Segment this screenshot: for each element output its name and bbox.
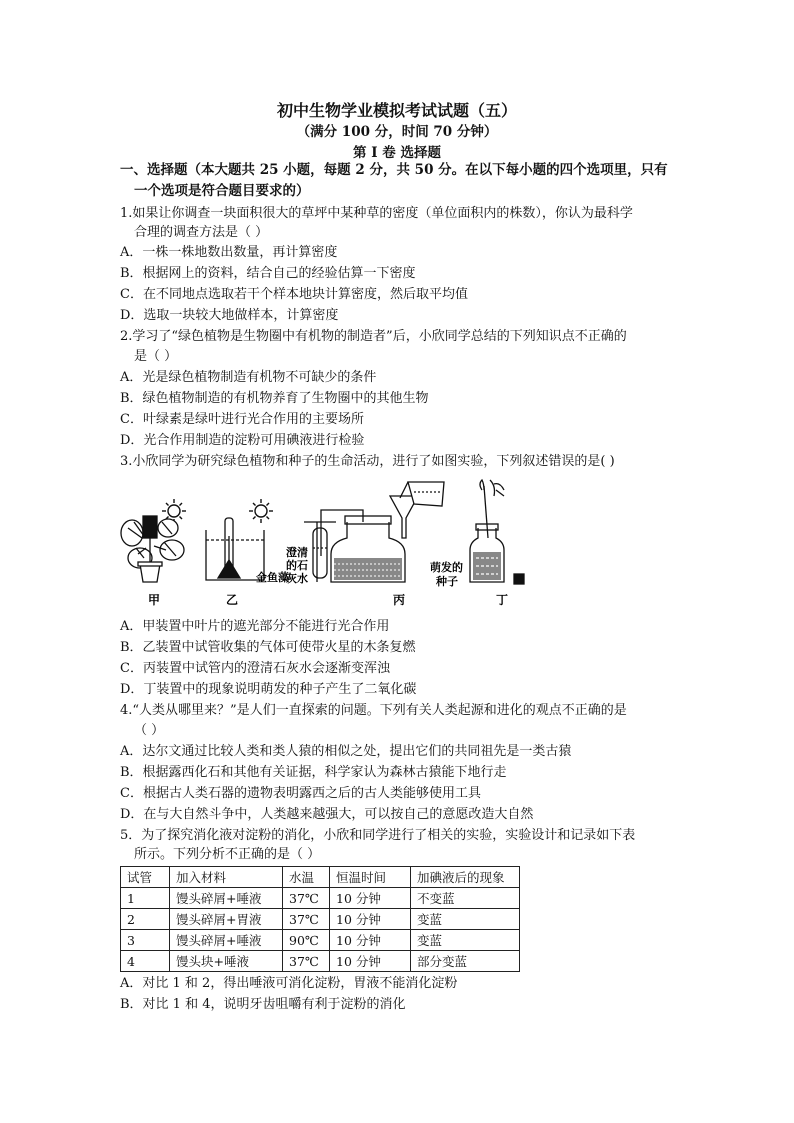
- table-cell: 90℃: [283, 930, 330, 951]
- q3-option-a: A．甲装置中叶片的遮光部分不能进行光合作用: [120, 619, 390, 634]
- bottle-funnel-apparatus: [304, 482, 444, 582]
- figure-label-yi: 乙: [226, 593, 239, 607]
- table-cell: 馒头碎屑+唾液: [170, 888, 283, 909]
- q2-option-a: A．光是绿色植物制造有机物不可缺少的条件: [120, 370, 377, 385]
- figure-label-bing: 丙: [393, 593, 406, 607]
- q4-stem-cont: （ ）: [134, 723, 165, 738]
- sun-icon: [249, 499, 273, 523]
- table-cell: 3: [121, 930, 170, 951]
- label-seeds-2: 种子: [436, 575, 458, 588]
- table-cell: 2: [121, 909, 170, 930]
- table-cell: 10 分钟: [330, 888, 411, 909]
- potted-plant-icon: [121, 516, 184, 582]
- q1-stem-cont: 合理的调查方法是（ ）: [134, 225, 269, 240]
- table-cell: 变蓝: [411, 909, 520, 930]
- table-header: 恒温时间: [330, 867, 411, 888]
- table-row: [121, 951, 520, 972]
- q1-stem: 1.如果让你调查一块面积很大的草坪中某种草的密度（单位面积内的株数），你认为最科学: [120, 206, 633, 221]
- table-header-row: [121, 867, 520, 888]
- table-cell: 部分变蓝: [411, 951, 520, 972]
- q5-stem-cont: 所示。下列分析不正确的是（ ）: [134, 847, 321, 862]
- section-heading: 一、选择题（本大题共 25 小题，每题 2 分，共 50 分。在以下每小题的四个选项里，只有: [120, 162, 668, 178]
- label-goldfish-weed: 金鱼藻: [256, 571, 289, 584]
- exam-info: （满分 100 分，时间 70 分钟）: [296, 124, 498, 140]
- figure-label-jia: 甲: [148, 593, 161, 607]
- table-header: 水温: [283, 867, 330, 888]
- table-cell: 37℃: [283, 951, 330, 972]
- table-cell: 1: [121, 888, 170, 909]
- jar-candle-icon: [470, 480, 524, 584]
- q4-option-c: C．根据古人类石器的遗物表明露西之后的古人类能够使用工具: [120, 786, 481, 801]
- label-seeds-1: 萌发的: [430, 561, 463, 574]
- section-heading-cont: 一个选项是符合题目要求的）: [134, 183, 310, 199]
- table-header: 试管: [121, 867, 170, 888]
- table-cell: 馒头块+唾液: [170, 951, 283, 972]
- q3-stem: 3.小欣同学为研究绿色植物和种子的生命活动，进行了如图实验，下列叙述错误的是( ): [120, 454, 615, 469]
- q1-option-a: A．一株一株地数出数量，再计算密度: [120, 245, 338, 260]
- table-cell: 4: [121, 951, 170, 972]
- q3-option-b: B．乙装置中试管收集的气体可使带火星的木条复燃: [120, 640, 416, 655]
- table-header: 加碘液后的现象: [411, 867, 520, 888]
- q5-stem: 5．为了探究消化液对淀粉的消化，小欣和同学进行了相关的实验，实验设计和记录如下表: [120, 828, 636, 843]
- q2-stem-cont: 是（ ）: [134, 349, 178, 364]
- table-cell: 不变蓝: [411, 888, 520, 909]
- q2-option-c: C．叶绿素是绿叶进行光合作用的主要场所: [120, 412, 364, 427]
- table-cell: 10 分钟: [330, 909, 411, 930]
- table-cell: 变蓝: [411, 930, 520, 951]
- label-limewater-1: 澄清: [286, 546, 308, 559]
- q2-option-b: B．绿色植物制造的有机物养育了生物圈中的其他生物: [120, 391, 429, 406]
- q1-option-c: C．在不同地点选取若干个样本地块计算密度，然后取平均值: [120, 287, 468, 302]
- table-cell: 37℃: [283, 909, 330, 930]
- table-row: [121, 909, 520, 930]
- experiment-table: [120, 866, 520, 972]
- label-limewater-2: 的石: [286, 559, 308, 572]
- table-header: 加入材料: [170, 867, 283, 888]
- experiment-figure: [118, 478, 538, 616]
- q5-option-a: A．对比 1 和 2，得出唾液可消化淀粉，胃液不能消化淀粉: [120, 976, 458, 991]
- q3-option-d: D．丁装置中的现象说明萌发的种子产生了二氧化碳: [120, 682, 417, 697]
- q4-option-a: A．达尔文通过比较人类和类人猿的相似之处，提出它们的共同祖先是一类古猿: [120, 744, 572, 759]
- table-cell: 37℃: [283, 888, 330, 909]
- label-limewater-3: 灰水: [286, 572, 308, 585]
- table-cell: 馒头碎屑+唾液: [170, 930, 283, 951]
- q2-stem: 2.学习了“绿色植物是生物圈中有机物的制造者”后，小欣同学总结的下列知识点不正确的: [120, 329, 627, 344]
- figure-label-ding: 丁: [496, 593, 509, 607]
- table-row: [121, 888, 520, 909]
- q4-stem: 4.“人类从哪里来？”是人们一直探索的问题。下列有关人类起源和进化的观点不正确的是: [120, 703, 627, 718]
- table-cell: 10 分钟: [330, 930, 411, 951]
- q3-option-c: C．丙装置中试管内的澄清石灰水会逐渐变浑浊: [120, 661, 390, 676]
- q2-option-d: D．光合作用制造的淀粉可用碘液进行检验: [120, 433, 365, 448]
- q4-option-d: D．在与大自然斗争中，人类越来越强大，可以按自己的意愿改造大自然: [120, 807, 534, 822]
- q1-option-d: D．选取一块较大地做样本，计算密度: [120, 308, 339, 323]
- q4-option-b: B．根据露西化石和其他有关证据，科学家认为森林古猿能下地行走: [120, 765, 507, 780]
- table-row: [121, 930, 520, 951]
- volume-heading: 第 I 卷 选择题: [353, 145, 441, 161]
- table-cell: 馒头碎屑+胃液: [170, 909, 283, 930]
- table-cell: 10 分钟: [330, 951, 411, 972]
- q1-option-b: B．根据网上的资料，结合自己的经验估算一下密度: [120, 266, 416, 281]
- q5-option-b: B．对比 1 和 4，说明牙齿咀嚼有利于淀粉的消化: [120, 997, 406, 1012]
- page-title: 初中生物学业模拟考试试题（五）: [276, 101, 517, 120]
